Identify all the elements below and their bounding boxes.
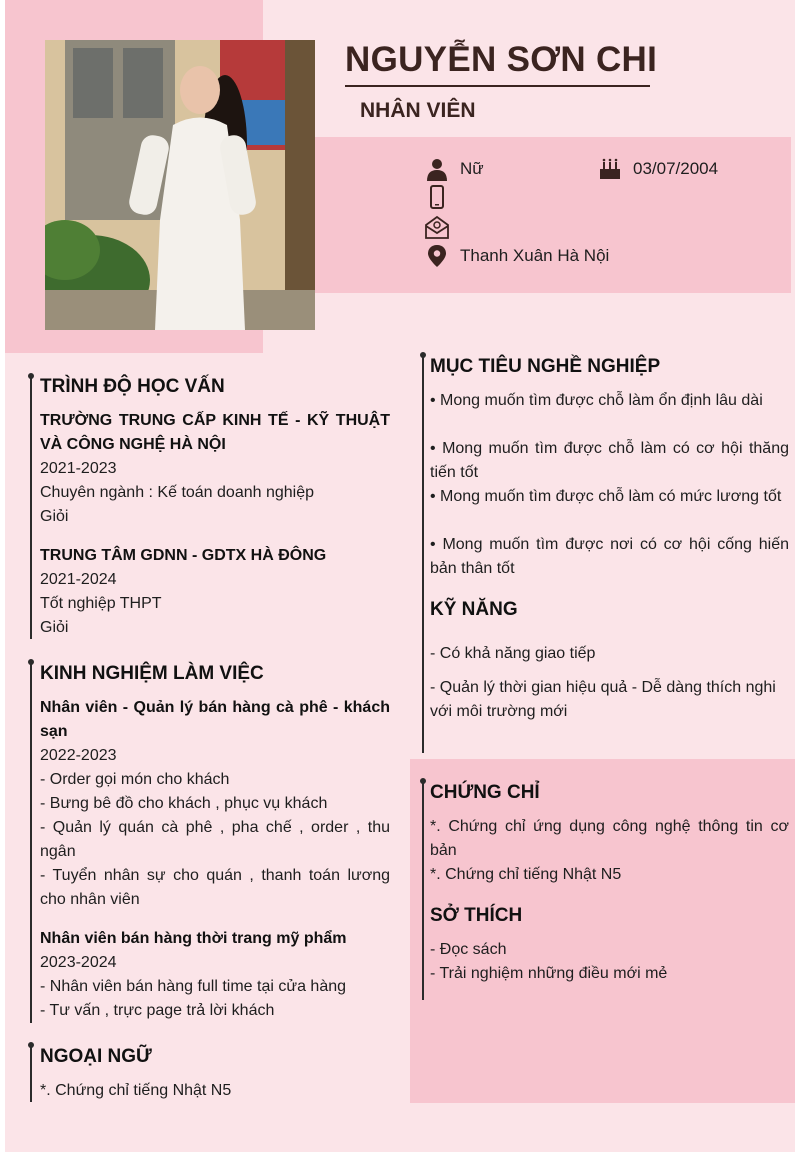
job-title: NHÂN VIÊN: [360, 99, 476, 122]
experience-timeline: [30, 661, 32, 1023]
location-icon: [425, 244, 449, 268]
hobby-item: - Trải nghiệm những điều mới mẻ: [430, 965, 668, 982]
education-school-1: TRƯỜNG TRUNG CẤP KINH TẾ - KỸ THUẬT VÀ CÔNG NGHỆ HÀ NỘI: [40, 412, 390, 453]
education-detail-1: Chuyên ngành : Kế toán doanh nghiệp: [40, 484, 315, 501]
certificates-title: CHỨNG CHỈ: [430, 782, 540, 803]
name-underline-divider: [345, 85, 650, 87]
experience-task: - Quản lý quán cà phê , pha chế , order , thu ngân: [40, 819, 390, 860]
experience-role-2: Nhân viên bán hàng thời trang mỹ phẩm: [40, 930, 347, 947]
certificates-timeline: [422, 780, 424, 1000]
objective-item: • Mong muốn tìm được nơi có cơ hội cống hiến bản thân tốt: [430, 536, 789, 577]
experience-role-1: Nhân viên - Quản lý bán hàng cà phê - khách sạn: [40, 699, 390, 740]
language-item: *. Chứng chỉ tiếng Nhật N5: [40, 1082, 232, 1099]
experience-task: - Bưng bê đồ cho khách , phục vụ khách: [40, 795, 328, 812]
experience-task: - Nhân viên bán hàng full time tại cửa hàng: [40, 978, 347, 995]
candidate-name: NGUYỄN SƠN CHI: [345, 40, 658, 79]
hobby-item: - Đọc sách: [430, 941, 507, 958]
education-grade-2: Giỏi: [40, 619, 69, 636]
objective-item: • Mong muốn tìm được chỗ làm ổn định lâu dài: [430, 392, 763, 409]
objective-timeline: [422, 354, 424, 753]
education-grade-1: Giỏi: [40, 508, 69, 525]
phone-icon: [425, 185, 449, 209]
skill-item: - Có khả năng giao tiếp: [430, 645, 596, 662]
certificates-background-band: [410, 759, 795, 1103]
experience-title: KINH NGHIỆM LÀM VIỆC: [40, 663, 264, 684]
objective-title: MỤC TIÊU NGHỀ NGHIỆP: [430, 356, 661, 377]
education-years-2: 2021-2024: [40, 571, 117, 588]
languages-timeline: [30, 1044, 32, 1102]
profile-photo: [45, 40, 315, 330]
gender-value: Nữ: [460, 159, 484, 178]
skills-title: KỸ NĂNG: [430, 599, 518, 620]
experience-years-1: 2022-2023: [40, 747, 117, 764]
education-title: TRÌNH ĐỘ HỌC VẤN: [40, 376, 225, 397]
languages-title: NGOẠI NGỮ: [40, 1046, 152, 1067]
experience-task: - Tư vấn , trực page trả lời khách: [40, 1002, 275, 1019]
education-school-2: TRUNG TÂM GDNN - GDTX HÀ ĐÔNG: [40, 547, 327, 564]
address-value: Thanh Xuân Hà Nội: [460, 246, 610, 265]
education-detail-2: Tốt nghiệp THPT: [40, 595, 162, 612]
certificate-item: *. Chứng chỉ tiếng Nhật N5: [430, 866, 622, 883]
contact-background-band: [315, 137, 791, 293]
birthday-value: 03/07/2004: [633, 159, 719, 178]
objective-item: • Mong muốn tìm được chỗ làm có mức lương tốt: [430, 488, 782, 505]
certificate-item: *. Chứng chỉ ứng dụng công nghệ thông tin cơ bản: [430, 818, 789, 859]
experience-task: - Tuyển nhân sự cho quán , thanh toán lương cho nhân viên: [40, 867, 390, 908]
hobbies-title: SỞ THÍCH: [430, 905, 523, 926]
objective-item: • Mong muốn tìm được chỗ làm có cơ hội thăng tiến tốt: [430, 440, 789, 481]
skill-item: - Quản lý thời gian hiệu quả - Dễ dàng thích nghi với môi trường mới: [430, 679, 776, 720]
education-timeline: [30, 375, 32, 639]
email-icon: [425, 215, 449, 239]
cake-icon: [598, 157, 622, 181]
experience-task: - Order gọi món cho khách: [40, 771, 230, 788]
experience-years-2: 2023-2024: [40, 954, 117, 971]
user-icon: [425, 157, 449, 181]
education-years-1: 2021-2023: [40, 460, 117, 477]
